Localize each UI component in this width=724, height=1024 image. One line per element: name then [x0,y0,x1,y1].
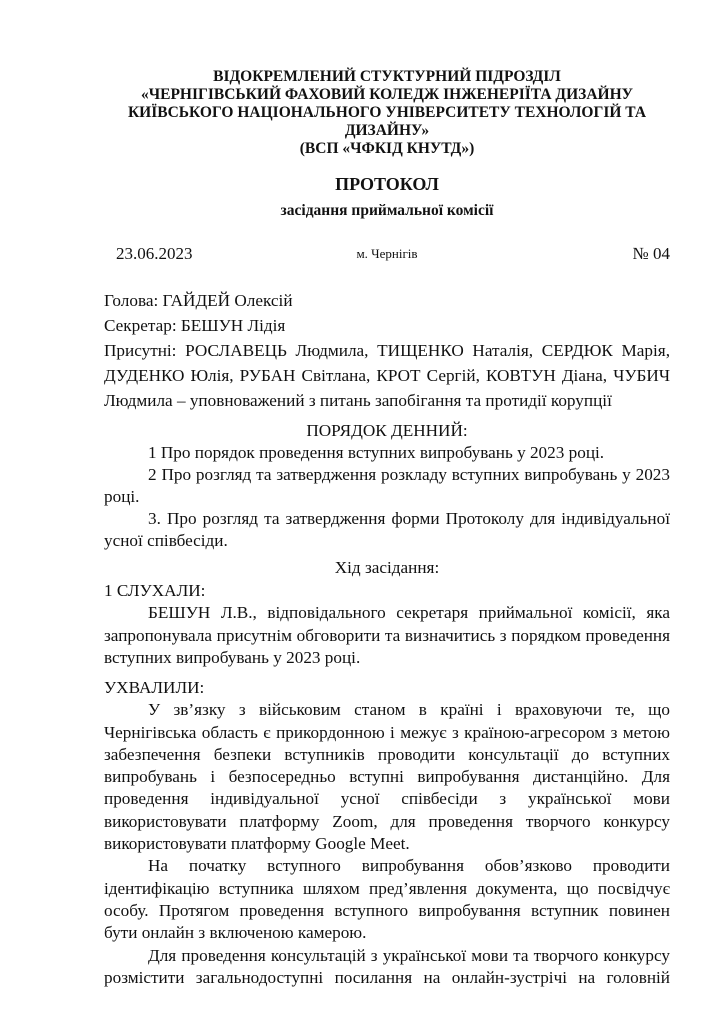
heard-text: БЕШУН Л.В., відповідального секретаря приймальної комісії, яка запропонувала присутнім обговорити та визначитись з порядком проведення вступних випробувань у 2023 році. [104,603,670,667]
document-title: ПРОТОКОЛ [335,174,439,194]
present-line: ДУДЕНКО Юлія, РУБАН Світлана, КРОТ Сергій, КОВТУН Діана, ЧУБИЧ [104,366,670,385]
agenda-item: 3. Про розгляд та затвердження форми Протоколу для індивідуальної усної співбесіди. [104,509,670,550]
attendees-section [104,288,670,413]
document-subtitle: засідання приймальної комісії [280,202,494,219]
protocol-number: № 04 [632,244,670,263]
decided-paragraph: Для проведення консультацій з української мови та творчого конкурсу розмістити загальнодоступні посилання на онлайн-зустрічі на головній [104,945,670,987]
header-line: (ВСП «ЧФКІД КНУТД») [299,140,475,157]
decided-label: УХВАЛИЛИ: [104,678,205,697]
heard-label: 1 СЛУХАЛИ: [104,580,206,600]
meeting-section [104,557,670,670]
protocol-date: 23.06.2023 [116,244,193,263]
present-line: Людмила – уповноважений з питань запобігання та протидії корупції [104,391,612,410]
present-line: Присутні: РОСЛАВЕЦЬ Людмила, ТИЩЕНКО Наталія, СЕРДЮК Марія, [104,341,670,360]
decided-paragraph: У зв’язку з військовим станом в країні і враховуючи те, що Чернігівська область є прикордонною і межує з країною-агресором з метою забезпечення безпеки вступників проводити консультації до вступних випробувань і безпосередньо вступні випробування дистанційно. Для проведення індивідуальної усної співбесіди з української мови використовувати платформу Zoom, для проведення творчого конкурсу використовувати платформу Google Meet. [104,700,670,854]
protocol-city: м. Чернігів [356,246,418,261]
header-line: КИЇВСЬКОГО НАЦІОНАЛЬНОГО УНІВЕРСИТЕТУ ТЕХНОЛОГІЙ ТА [127,104,647,121]
agenda-item: 2 Про розгляд та затвердження розкладу вступних випробувань у 2023 році. [104,465,670,506]
header-line: «ЧЕРНІГІВСЬКИЙ ФАХОВИЙ КОЛЕДЖ ІНЖЕНЕРІЇТА ДИЗАЙНУ [140,86,634,103]
protocol-meta [104,244,670,266]
head-of-commission: Голова: ГАЙДЕЙ Олексій [104,291,293,310]
agenda-item: 1 Про порядок проведення вступних випробувань у 2023 році. [148,443,605,462]
decided-section [104,677,670,989]
decided-paragraph: На початку вступного випробування обов’язково проводити ідентифікацію вступника шляхом пред’явлення документа, що посвідчує особу. Протягом проведення вступного випробування вступник повинен бути онлайн з включеною камерою. [104,856,670,943]
secretary: Секретар: БЕШУН Лідія [104,316,286,335]
header-line: ВІДОКРЕМЛЕНИЙ СТУКТУРНИЙ ПІДРОЗДІЛ [213,68,561,85]
agenda-heading: ПОРЯДОК ДЕННИЙ: [306,421,468,440]
meeting-heading: Хід засідання: [334,558,440,577]
institution-header [104,68,670,158]
agenda-section [104,420,670,552]
header-line: ДИЗАЙНУ» [344,122,430,139]
